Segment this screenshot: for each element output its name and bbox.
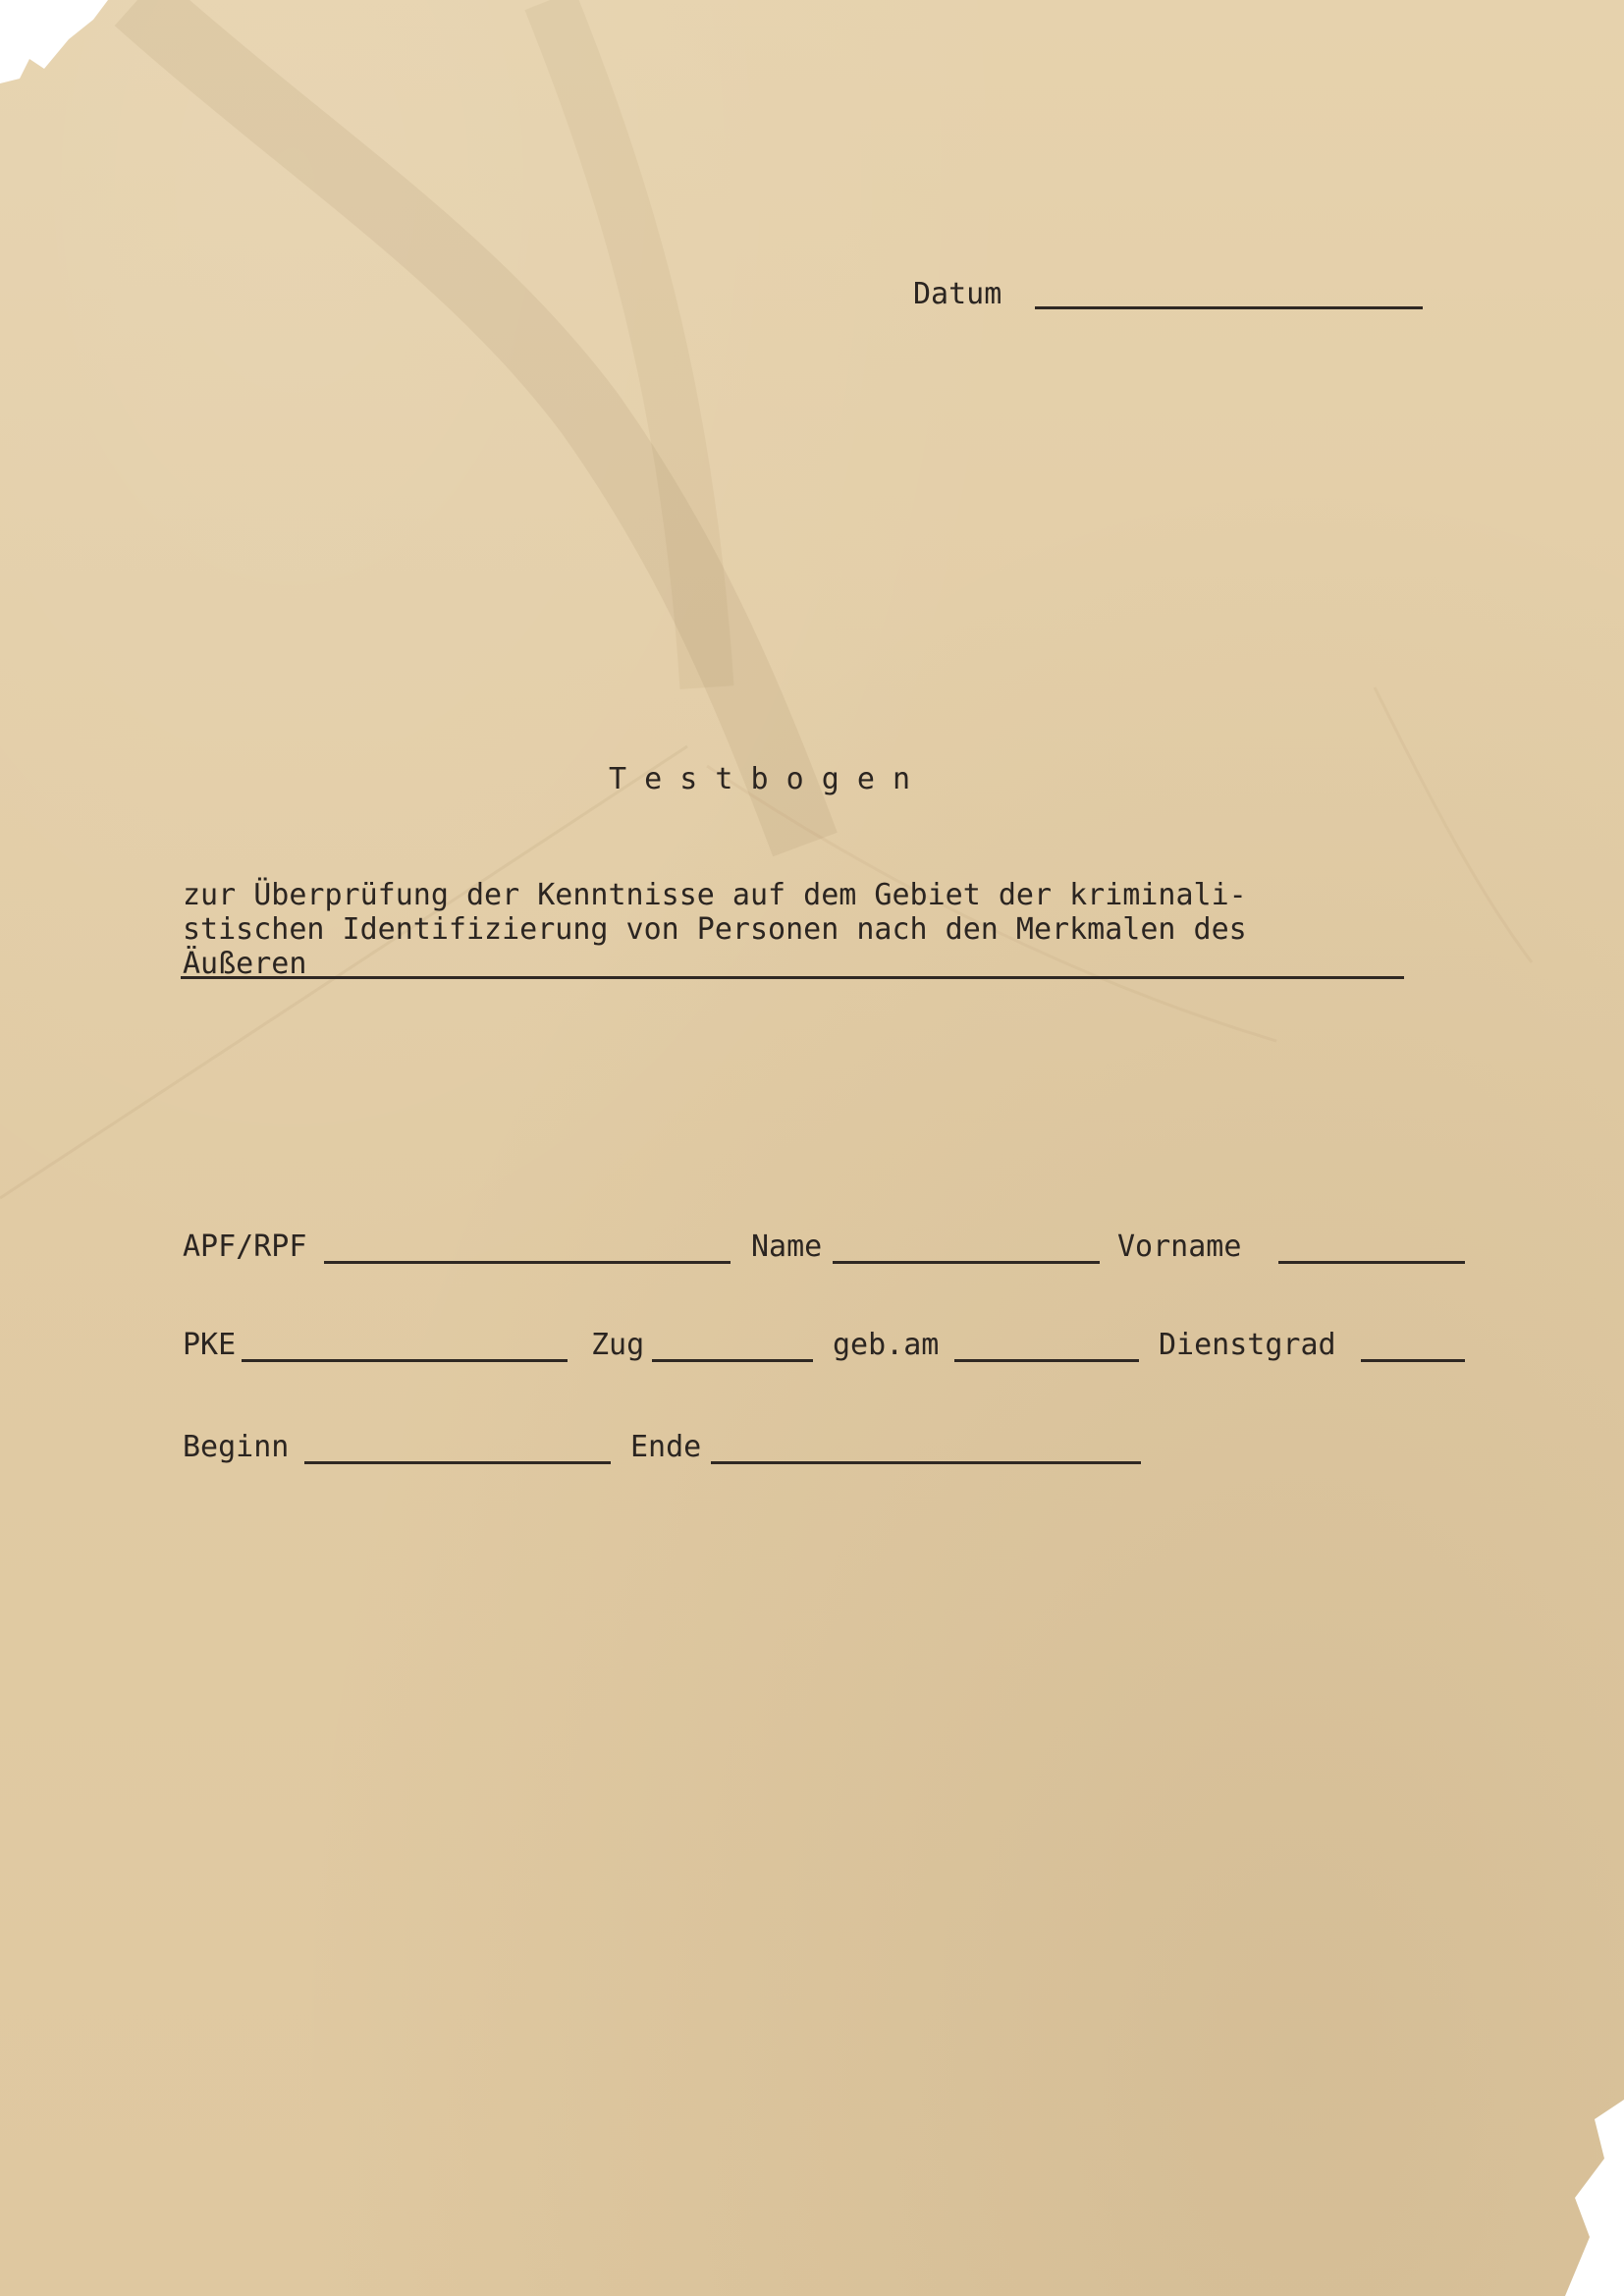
dienstgrad-field[interactable]: [1361, 1359, 1465, 1362]
pke-label: PKE: [183, 1328, 237, 1362]
subtitle-line-3: Äußeren: [183, 947, 307, 981]
geb-am-label: geb.am: [833, 1328, 940, 1362]
name-field[interactable]: [833, 1261, 1100, 1264]
torn-corner-top-left: [0, 0, 118, 88]
dienstgrad-label: Dienstgrad: [1159, 1328, 1336, 1362]
subtitle-line-2: stischen Identifizierung von Personen nach den Merkmalen des: [183, 912, 1247, 947]
vorname-field[interactable]: [1278, 1261, 1465, 1264]
date-label: Datum: [913, 277, 1002, 311]
name-label: Name: [751, 1230, 823, 1264]
torn-edge-bottom-right: [1536, 2100, 1624, 2296]
subtitle-underline: [181, 976, 1404, 979]
ende-label: Ende: [630, 1430, 702, 1464]
zug-field[interactable]: [652, 1359, 813, 1362]
apf-rpf-field[interactable]: [324, 1261, 731, 1264]
pke-field[interactable]: [242, 1359, 568, 1362]
geb-am-field[interactable]: [954, 1359, 1139, 1362]
vorname-label: Vorname: [1117, 1230, 1242, 1264]
subtitle-line-1: zur Überprüfung der Kenntnisse auf dem Gebiet der kriminali-: [183, 878, 1247, 912]
ende-field[interactable]: [711, 1461, 1141, 1464]
beginn-label: Beginn: [183, 1430, 290, 1464]
zug-label: Zug: [591, 1328, 645, 1362]
page-title: T e s t b o g e n: [609, 762, 911, 796]
date-field[interactable]: [1035, 306, 1423, 309]
beginn-field[interactable]: [304, 1461, 611, 1464]
apf-rpf-label: APF/RPF: [183, 1230, 307, 1264]
